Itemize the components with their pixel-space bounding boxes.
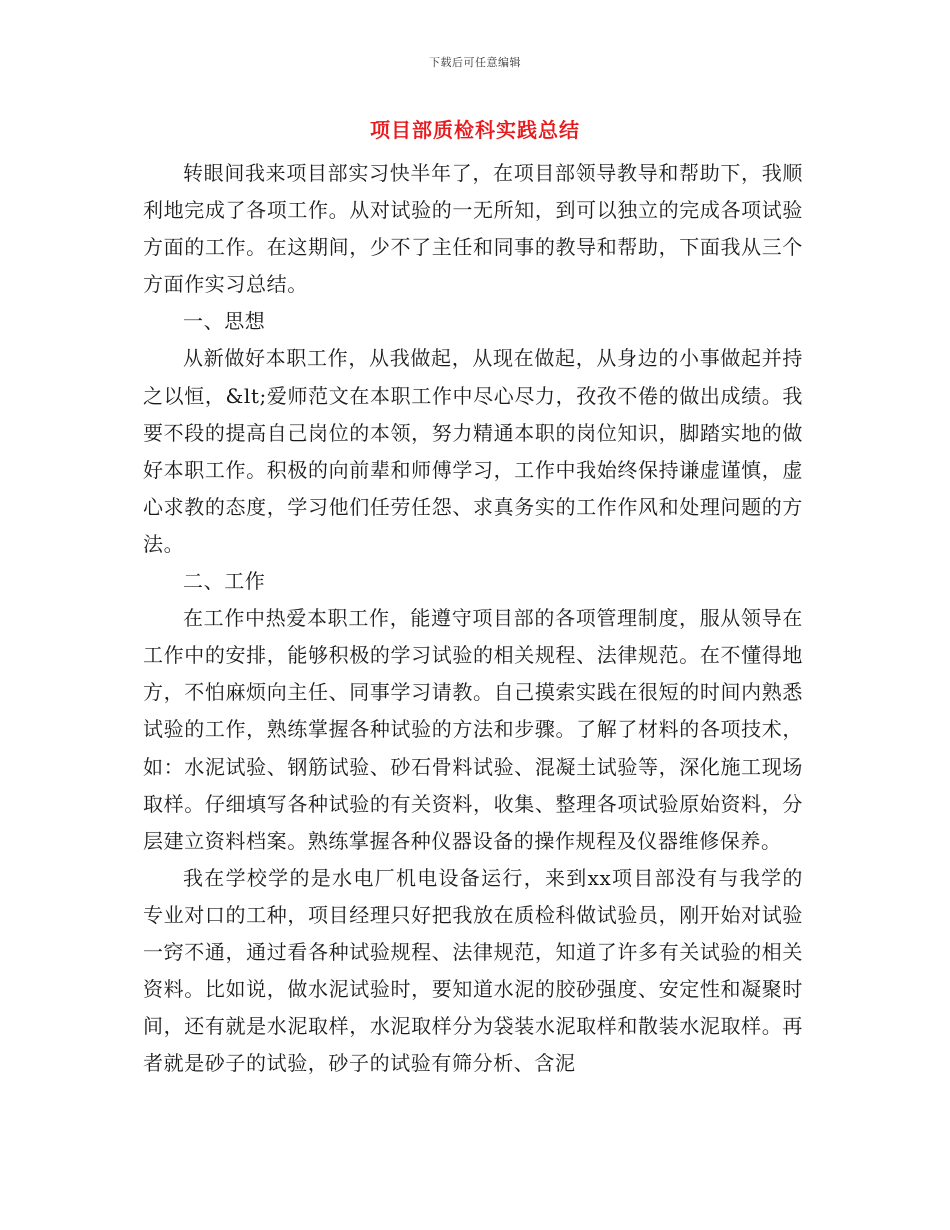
section-heading-work: 二、工作 bbox=[183, 569, 266, 594]
paragraph-background: 我在学校学的是水电厂机电设备运行，来到xx项目部没有与我学的专业对口的工种，项目经理只好把我放在质检科做试验员，刚开始对试验一窍不通，通过看各种试验规程、法律规范，知道了许多有关试验的相关资料。比如说，做水泥试验时，要知道水泥的胶砂强度、安定性和凝聚时间，还有就是水泥取样，水泥取样分为袋装水泥取样和散装水泥取样。再者就是砂子的试验，砂子的试验有筛分析、含泥 bbox=[143, 865, 803, 1076]
paragraph-intro: 转眼间我来项目部实习快半年了，在项目部领导教导和帮助下，我顺利地完成了各项工作。从对试验的一无所知，到可以独立的完成各项试验方面的工作。在这期间，少不了主任和同事的教导和帮助，下面我从三个方面作实习总结。 bbox=[143, 161, 803, 297]
section-heading-thought: 一、思想 bbox=[183, 309, 266, 334]
document-title: 项目部质检科实践总结 bbox=[370, 118, 580, 142]
paragraph-work: 在工作中热爱本职工作，能遵守项目部的各项管理制度，服从领导在工作中的安排，能够积极的学习试验的相关规程、法律规范。在不懂得地方，不怕麻烦向主任、同事学习请教。自己摸索实践在很短的时间内熟悉试验的工作，熟练掌握各种试验的方法和步骤。了解了材料的各项技术，如：水泥试验、钢筋试验、砂石骨料试验、混凝土试验等，深化施工现场取样。仔细填写各种试验的有关资料，收集、整理各项试验原始资料，分层建立资料档案。熟练掌握各种仪器设备的操作规程及仪器维修保养。 bbox=[143, 606, 803, 853]
paragraph-thought: 从新做好本职工作，从我做起，从现在做起，从身边的小事做起并持之以恒，&lt;爱师范文在本职工作中尽心尽力，孜孜不倦的做出成绩。我要不段的提高自己岗位的本领，努力精通本职的岗位知识，脚踏实地的做好本职工作。积极的向前辈和师傅学习，工作中我始终保持谦虚谨慎，虚心求教的态度，学习他们任劳任怨、求真务实的工作作风和处理问题的方法。 bbox=[143, 346, 803, 556]
header-note: 下载后可任意编辑 bbox=[429, 56, 521, 69]
document-body bbox=[143, 155, 803, 1082]
